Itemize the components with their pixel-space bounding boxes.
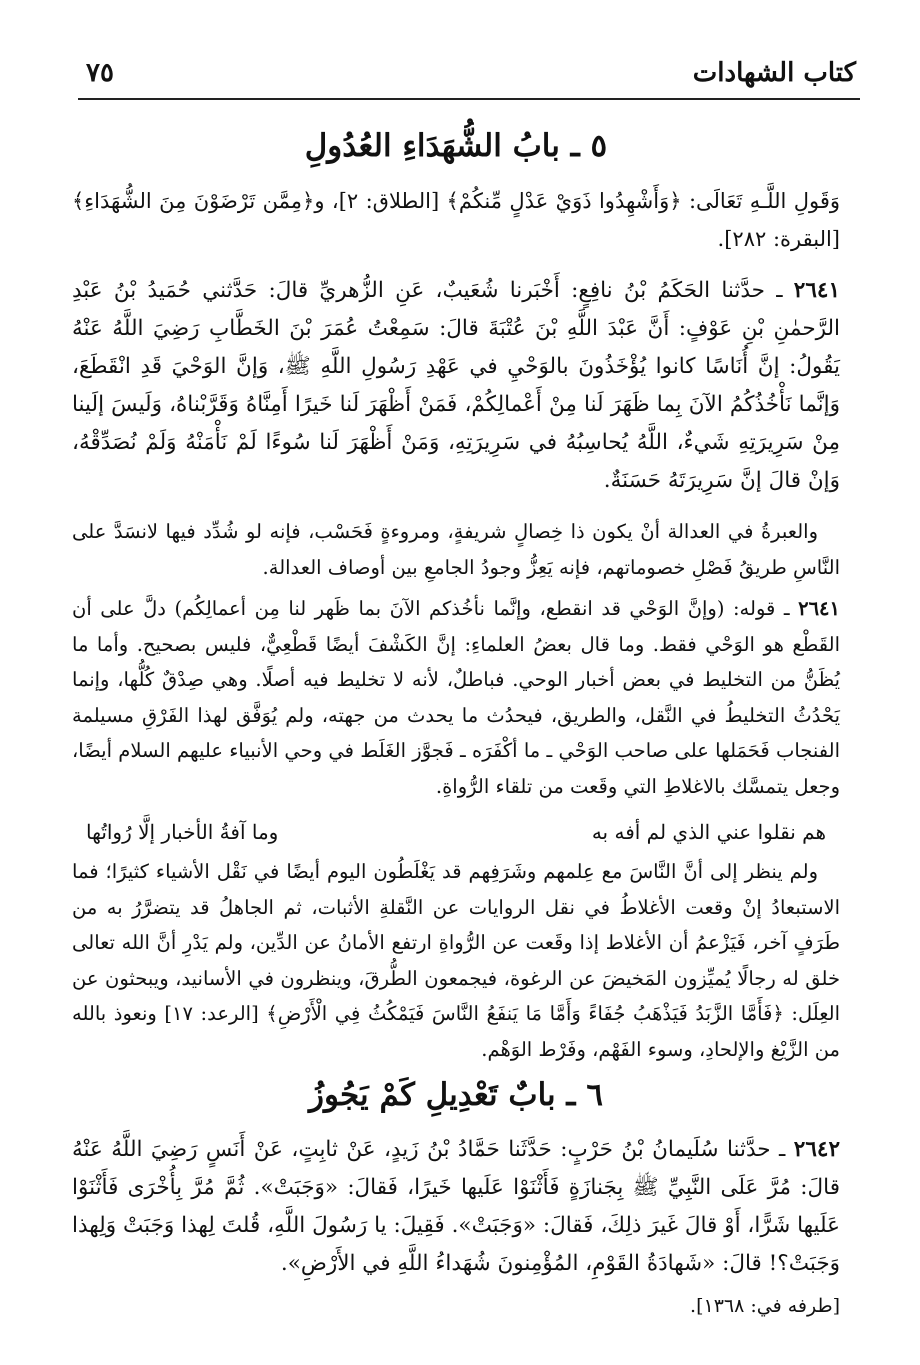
- page-number: ٧٥: [86, 58, 114, 88]
- commentary-2641-number: ٢٦٤١: [798, 597, 841, 620]
- page-content: [72, 118, 840, 1323]
- cross-reference: [طرفه في: ١٣٦٨].: [690, 1295, 840, 1317]
- hadith-2641-text: ـ حدَّثنا الحَكَمُ بْنُ نافِعٍ: أَخْبَرنا شُعَيبٌ، عَنِ الزُّهريِّ قالَ: حَدَّثني حُمَيدُ بْنُ عَبْدِ الرَّحمٰنِ بْنِ عَوْفٍ: أَنَّ عَبْدَ اللَّهِ بْنَ عُتْبَةَ قالَ: سَمِعْتُ عُمَرَ بْنَ الخَطَّابِ رَضِيَ اللَّهُ عَنْهُ يَقُولُ: إنَّ أُنَاسًا كانوا يُؤْخَذُونَ بالوَحْيِ في عَهْدِ رَسُولِ اللَّهِ ﷺ، وَإنَّ الوَحْيَ قَدِ انْقَطَعَ، وَإنَّما نَأْخُذُكُمُ الآنَ بِما ظَهَرَ لَنا مِنْ أَعْمالِكُمْ، فَمَنْ أَظْهَرَ لَنا خَيرًا أَمِنَّاهُ وَقَرَّبْناهُ، وَلَيسَ إلَينا مِنْ سَرِيرَتِهِ شَيءٌ، اللَّهُ يُحاسِبُهُ في سَرِيرَتِهِ، وَمَنْ أَظْهَرَ لَنا سُوءًا لَمْ نَأْمَنْهُ وَلَمْ نُصَدِّقْهُ، وَإنْ قالَ إنَّ سَرِيرَتَهُ حَسَنَةٌ.: [72, 278, 840, 493]
- book-title: كتاب الشهادات: [692, 58, 856, 88]
- verse-first-hemistich: هم نقلوا عني الذي لم أفه به: [591, 820, 826, 844]
- chapter-5-intro: وَقَولِ اللَّـهِ تَعَالَى: ﴿وَأَشْهِدُوا ذَوَيْ عَدْلٍ مِّنكُمْ﴾ [الطلاق: ٢]، و﴿مِمَّن تَرْضَوْنَ مِنَ الشُّهَدَاءِ﴾ [البقرة: ٢٨٢].: [72, 189, 840, 251]
- hadith-2642: [72, 1131, 840, 1283]
- verse-second-hemistich: وما آفةُ الأخبار إلَّا رُواتُها: [86, 820, 279, 844]
- hadith-2641-number: ٢٦٤١: [793, 278, 840, 303]
- poetry-verse: [86, 814, 826, 850]
- spacer: [72, 506, 840, 514]
- hadith-2641: [72, 272, 840, 500]
- spacer: [72, 264, 840, 272]
- commentary-paragraph-3: ولم ينظر إلى أنَّ النَّاسَ مع عِلمهم وشَرَفِهم قد يَغْلَطُون اليوم أيضًا في نَقْل الأشياء كثيرًا؛ فما الاستبعادُ إنْ وقعت الأغلاطُ في نقل الروايات عن النَّقلةِ الأثبات، ثم الجاهلُ قد يتضرَّرُ به من طَرَفٍ آخر، فَيَزْعمُ أن الأغلاط إذا وقَعت عن الرُّواةِ ارتفع الأمانُ عن الدِّين، ولم يَدْرِ أنَّ الله تعالى خلق له رجالًا يُميِّزون المَخيضَ عن الرغوة، فيجمعون الطُّرقَ، وينظرون في الأسانيد، ويبحثون عن العِلَل: ﴿فَأَمَّا الزَّبَدُ فَيَذْهَبُ جُفَاءً وَأَمَّا مَا يَنفَعُ النَّاسَ فَيَمْكُثُ فِي الْأَرْضِ﴾ [الرعد: ١٧] ونعوذ بالله من الزَّيْغ والإلحادِ، وسوء الفَهْم، وفَرْط الوَهْم.: [72, 860, 840, 1061]
- running-header: [78, 58, 860, 100]
- hadith-2642-text: ـ حدَّثنا سُلَيمانُ بْنُ حَرْبٍ: حَدَّثَنا حَمَّادُ بْنُ زَيدٍ، عَنْ ثابِتٍ، عَنْ أَنَسٍ رَضِيَ اللَّهُ عَنْهُ قالَ: مُرَّ عَلَى النَّبِيِّ ﷺ بِجَنازَةٍ فَأَثْنَوْا عَلَيها خَيرًا، فَقالَ: «وَجَبَتْ». ثُمَّ مُرَّ بِأُخْرَى فَأَثْنَوْا عَلَيها شَرًّا، أَوْ قالَ غَيرَ ذلِكَ، فَقالَ: «وَجَبَتْ». فَقِيلَ: يا رَسُولَ اللَّهِ، قُلتَ لِهذا وَجَبَتْ وَلِهذا وَجَبَتْ؟! قالَ: «شَهادَةُ القَوْمِ، المُؤْمِنونَ شُهَداءُ اللَّهِ في الأَرْضِ».: [72, 1137, 840, 1276]
- commentary-2641-text: ـ قوله: (وإنَّ الوَحْي قد انقطع، وإنَّما نأخُذكم الآنَ بما ظَهر لنا مِن أعمالِكُم) دلَّ على أن القَطْع هو الوَحْي فقط. وما قال بعضُ العلماءِ: إنَّ الكَشْفَ أيضًا قَطْعِيٌّ، فليس بصحيح. وأما ما يُظَنُّ من التخليط في بعض أخبار الوحي. فباطلٌ، لأنه لا تخليط فيه أصلًا. وهي صِدْقٌ كُلُّها، وإنما يَحْدُثُ التخليطُ في النَّقل، والطريق، فيحدُث ما يحدث من جهته، ولم يُوَفَّق لهذا الفَرْقِ مسيلمة الفنجاب فَحَمَلها على صاحب الوَحْي ـ ما أكْفَرَه ـ فَجوَّز الغَلَط في وحي الأنبياء عليهم السلام أيضًا، وجعل يتمسَّك بالاغلاطِ التي وقَعت من تلقاء الرُّواةِ.: [72, 597, 840, 798]
- commentary-paragraph-1: والعبرةُ في العدالة أنْ يكون ذا خِصالٍ شريفةٍ، ومروءةٍ فَحَسْب، فإنه لو شُدِّد فيها لانسَدَّ على النَّاسِ طريقُ فَصْلِ خصوماتهم، فإنه يَعِزُّ وجودُ الجامعِ بين أوصاف العدالة.: [72, 520, 840, 579]
- commentary-paragraph-2: [72, 591, 840, 804]
- chapter-5-heading: ٥ ـ بابُ الشُّهَدَاءِ العُدُولِ: [304, 128, 608, 164]
- hadith-2642-number: ٢٦٤٢: [793, 1137, 840, 1162]
- chapter-6-heading: ٦ ـ بابٌ تَعْدِيلِ كَمْ يَجُوزُ: [309, 1077, 603, 1113]
